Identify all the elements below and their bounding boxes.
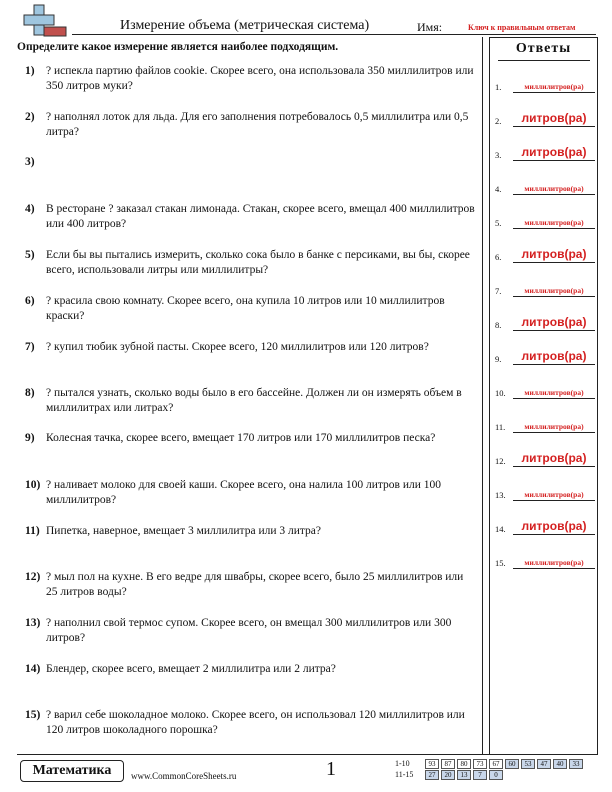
answer-row bbox=[495, 111, 595, 127]
answer-line bbox=[513, 330, 595, 331]
question-text: В ресторане ? заказал стакан лимонада. Стакан, скорее всего, вмещал 400 миллилитров или 400 литров? bbox=[46, 203, 475, 230]
score-cell: 67 bbox=[489, 759, 503, 769]
question-number: 15) bbox=[25, 709, 41, 721]
question-text: Колесная тачка, скорее всего, вмещает 170 литров или 170 миллилитров песка? bbox=[46, 432, 436, 444]
answer-row bbox=[495, 315, 595, 331]
score-row-label: 11-15 bbox=[395, 770, 414, 779]
question-text: ? наполнил свой термос супом. Скорее всего, он вмещал 300 миллилитров или 300 литров? bbox=[46, 617, 452, 644]
question-text: ? купил тюбик зубной пасты. Скорее всего, 120 миллилитров или 120 литров? bbox=[46, 341, 429, 353]
score-cell: 40 bbox=[553, 759, 567, 769]
answer-line bbox=[513, 568, 595, 569]
answer-value: миллилитров(ра) bbox=[524, 218, 584, 227]
answer-row bbox=[495, 281, 595, 297]
answer-line bbox=[513, 534, 595, 535]
answer-number: 5. bbox=[495, 218, 502, 228]
question-text: ? варил себе шоколадное молоко. Скорее всего, он использовал 120 миллилитров или 120 литров шоколадного порошка? bbox=[46, 709, 465, 736]
answer-row bbox=[495, 553, 595, 569]
answer-line bbox=[513, 160, 595, 161]
score-cell: 27 bbox=[425, 770, 439, 780]
answer-row bbox=[495, 77, 595, 93]
answer-row bbox=[495, 179, 595, 195]
page-title: Измерение объема (метрическая система) bbox=[120, 18, 370, 33]
answer-number: 6. bbox=[495, 252, 502, 262]
question-text: ? наполнял лоток для льда. Для его заполнения потребовалось 0,5 миллилитра или 0,5 литра? bbox=[46, 111, 469, 138]
answer-panel-divider bbox=[482, 37, 483, 755]
question-number: 3) bbox=[25, 156, 35, 168]
score-cell: 33 bbox=[569, 759, 583, 769]
question-number: 8) bbox=[25, 387, 35, 399]
score-cell: 53 bbox=[521, 759, 535, 769]
question-number: 5) bbox=[25, 249, 35, 261]
answer-value: миллилитров(ра) bbox=[524, 184, 584, 193]
logo-icon bbox=[18, 3, 68, 41]
answer-value: миллилитров(ра) bbox=[524, 558, 584, 567]
answer-value: миллилитров(ра) bbox=[524, 82, 584, 91]
footer-divider bbox=[17, 754, 598, 755]
score-cell: 13 bbox=[457, 770, 471, 780]
answer-line bbox=[513, 262, 595, 263]
score-cell: 7 bbox=[473, 770, 487, 780]
question-text: Блендер, скорее всего, вмещает 2 миллилитра или 2 литра? bbox=[46, 663, 336, 675]
answer-value: литров(ра) bbox=[521, 247, 587, 261]
score-cell: 20 bbox=[441, 770, 455, 780]
header-divider bbox=[72, 34, 596, 35]
answer-number: 12. bbox=[495, 456, 506, 466]
question-number: 6) bbox=[25, 295, 35, 307]
answer-number: 2. bbox=[495, 116, 502, 126]
name-label: Имя: bbox=[417, 20, 443, 34]
answer-value: литров(ра) bbox=[521, 145, 587, 159]
answer-key-label: Ключ к правильным ответам bbox=[468, 23, 576, 32]
score-cell: 0 bbox=[489, 770, 503, 780]
answer-number: 3. bbox=[495, 150, 502, 160]
question-text: ? мыл пол на кухне. В его ведре для швабры, скорее всего, было 25 миллилитров или 25 литров воды? bbox=[46, 571, 464, 598]
score-cell: 73 bbox=[473, 759, 487, 769]
question-number: 12) bbox=[25, 571, 41, 583]
answer-number: 4. bbox=[495, 184, 502, 194]
answer-number: 14. bbox=[495, 524, 506, 534]
answer-line bbox=[513, 500, 595, 501]
score-cell: 47 bbox=[537, 759, 551, 769]
score-cell: 93 bbox=[425, 759, 439, 769]
question-number: 13) bbox=[25, 617, 41, 629]
answer-row bbox=[495, 519, 595, 535]
question-number: 14) bbox=[25, 663, 41, 675]
answer-line bbox=[513, 432, 595, 433]
answer-row bbox=[495, 383, 595, 399]
answer-line bbox=[513, 398, 595, 399]
answer-line bbox=[513, 296, 595, 297]
answer-value: литров(ра) bbox=[521, 111, 587, 125]
question-number: 10) bbox=[25, 479, 41, 491]
answer-line bbox=[513, 364, 595, 365]
answer-row bbox=[495, 451, 595, 467]
answer-value: миллилитров(ра) bbox=[524, 422, 584, 431]
question-text: Пипетка, наверное, вмещает 3 миллилитра или 3 литра? bbox=[46, 525, 322, 537]
score-row-label: 1-10 bbox=[395, 759, 410, 768]
question-number: 7) bbox=[25, 341, 35, 353]
answer-line bbox=[513, 466, 595, 467]
answer-number: 1. bbox=[495, 82, 502, 92]
answer-line bbox=[513, 126, 595, 127]
answer-value: миллилитров(ра) bbox=[524, 490, 584, 499]
answer-value: литров(ра) bbox=[521, 519, 587, 533]
answer-number: 10. bbox=[495, 388, 506, 398]
answer-number: 11. bbox=[495, 422, 506, 432]
answer-line bbox=[513, 228, 595, 229]
answer-number: 9. bbox=[495, 354, 502, 364]
score-cell: 60 bbox=[505, 759, 519, 769]
question-text: ? наливает молоко для своей каши. Скорее всего, она налила 100 литров или 100 миллилитров? bbox=[46, 479, 442, 506]
question-text: ? испекла партию файлов cookie. Скорее всего, она использовала 350 миллилитров или 350 литров муки? bbox=[46, 65, 474, 92]
site-url: www.CommonCoreSheets.ru bbox=[131, 771, 237, 781]
question-number: 2) bbox=[25, 111, 35, 123]
answer-value: миллилитров(ра) bbox=[524, 286, 584, 295]
answer-value: литров(ра) bbox=[521, 451, 587, 465]
answer-row bbox=[495, 145, 595, 161]
score-cell: 80 bbox=[457, 759, 471, 769]
answer-row bbox=[495, 349, 595, 365]
page-number: 1 bbox=[326, 758, 336, 780]
answer-key-panel bbox=[489, 37, 598, 755]
answer-number: 13. bbox=[495, 490, 506, 500]
answer-line bbox=[513, 92, 595, 93]
question-number: 9) bbox=[25, 432, 35, 444]
question-number: 1) bbox=[25, 65, 35, 77]
answer-row bbox=[495, 485, 595, 501]
answer-value: литров(ра) bbox=[521, 349, 587, 363]
question-text: ? красила свою комнату. Скорее всего, она купила 10 литров или 10 миллилитров краски? bbox=[46, 295, 445, 322]
score-cell: 87 bbox=[441, 759, 455, 769]
answers-title: Ответы bbox=[515, 41, 572, 56]
question-number: 4) bbox=[25, 203, 35, 215]
answer-line bbox=[513, 194, 595, 195]
answer-row bbox=[495, 247, 595, 263]
answer-value: миллилитров(ра) bbox=[524, 388, 584, 397]
answers-title-underline bbox=[498, 60, 590, 61]
question-text: Если бы вы пытались измерить, сколько сока было в банке с персиками, вы бы, скорее всего, использовали литры или миллилитры? bbox=[46, 249, 470, 276]
answer-number: 7. bbox=[495, 286, 502, 296]
brand-badge: Математика bbox=[20, 760, 124, 782]
answer-number: 8. bbox=[495, 320, 502, 330]
answer-row bbox=[495, 417, 595, 433]
question-number: 11) bbox=[25, 525, 40, 537]
answer-value: литров(ра) bbox=[521, 315, 587, 329]
answer-row bbox=[495, 213, 595, 229]
answer-number: 15. bbox=[495, 558, 506, 568]
instructions: Определите какое измерение является наиболее подходящим. bbox=[17, 41, 339, 53]
question-text: ? пытался узнать, сколько воды было в его бассейне. Должен ли он измерять объем в миллилитрах или литрах? bbox=[46, 387, 462, 414]
